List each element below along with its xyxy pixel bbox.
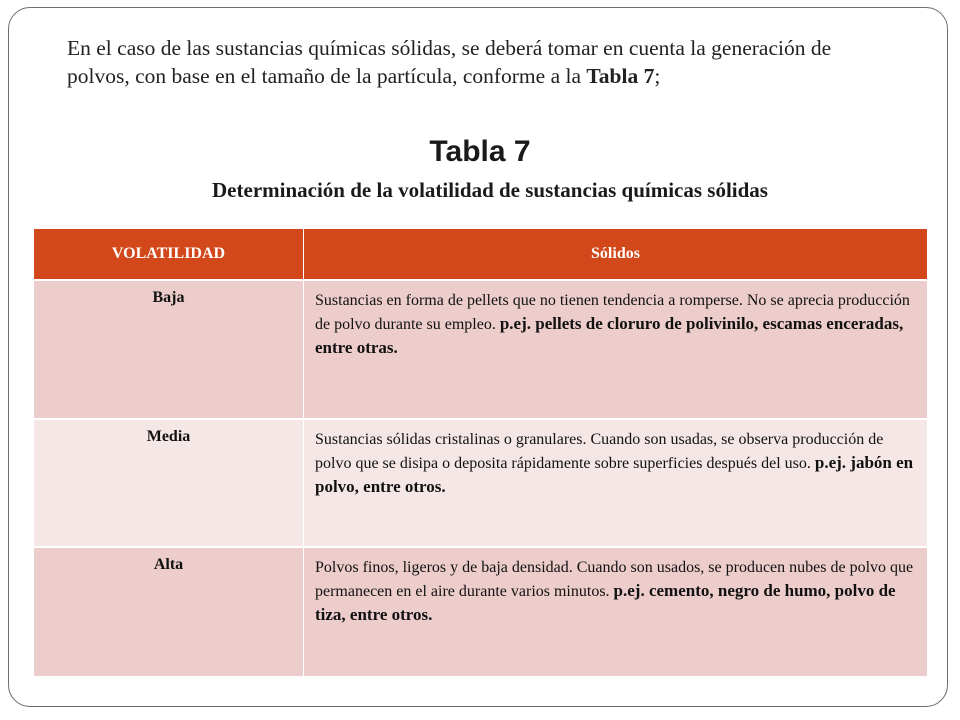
description-text: Sustancias sólidas cristalinas o granulares. Cuando son usadas, se observa producción de polvo que se disipa o deposita rápidamente sobre superficies después del uso. — [315, 431, 884, 472]
intro-text: En el caso de las sustancias químicas sólidas, se deberá tomar en cuenta la generación de polvos, con base en el tamaño de la partícula, conforme a la — [67, 36, 832, 88]
table-row — [34, 547, 927, 676]
table-subtitle: Determinación de la volatilidad de sustancias químicas sólidas — [212, 178, 768, 202]
header-solidos: Sólidos — [304, 229, 928, 280]
solid-description — [304, 280, 928, 419]
description-text: Sustancias en forma de pellets que no tienen tendencia a romperse. No se aprecia producción de polvo durante su empleo. — [315, 292, 910, 333]
intro-paragraph — [67, 34, 887, 90]
table-row — [34, 280, 927, 419]
description-example: p.ej. pellets de cloruro de polivinilo, escamas enceradas, entre otras. — [315, 314, 904, 357]
description-example: p.ej. cemento, negro de humo, polvo de tiza, entre otros. — [315, 581, 896, 624]
description-example: p.ej. jabón en polvo, entre otros. — [315, 453, 914, 496]
table-header-row — [34, 229, 927, 280]
volatility-level: Baja — [34, 280, 304, 419]
volatility-table — [34, 229, 927, 676]
description-text: Polvos finos, ligeros y de baja densidad. Cuando son usados, se producen nubes de polvo que permanecen en el aire durante varios minutos. — [315, 559, 914, 600]
table-row — [34, 419, 927, 547]
volatility-level: Media — [34, 419, 304, 547]
volatility-level: Alta — [34, 547, 304, 676]
intro-tail: ; — [654, 64, 661, 88]
solid-description — [304, 547, 928, 676]
intro-table-ref: Tabla 7 — [586, 64, 655, 88]
header-volatilidad: VOLATILIDAD — [34, 229, 304, 280]
solid-description — [304, 419, 928, 547]
table-title: Tabla 7 — [429, 135, 531, 168]
